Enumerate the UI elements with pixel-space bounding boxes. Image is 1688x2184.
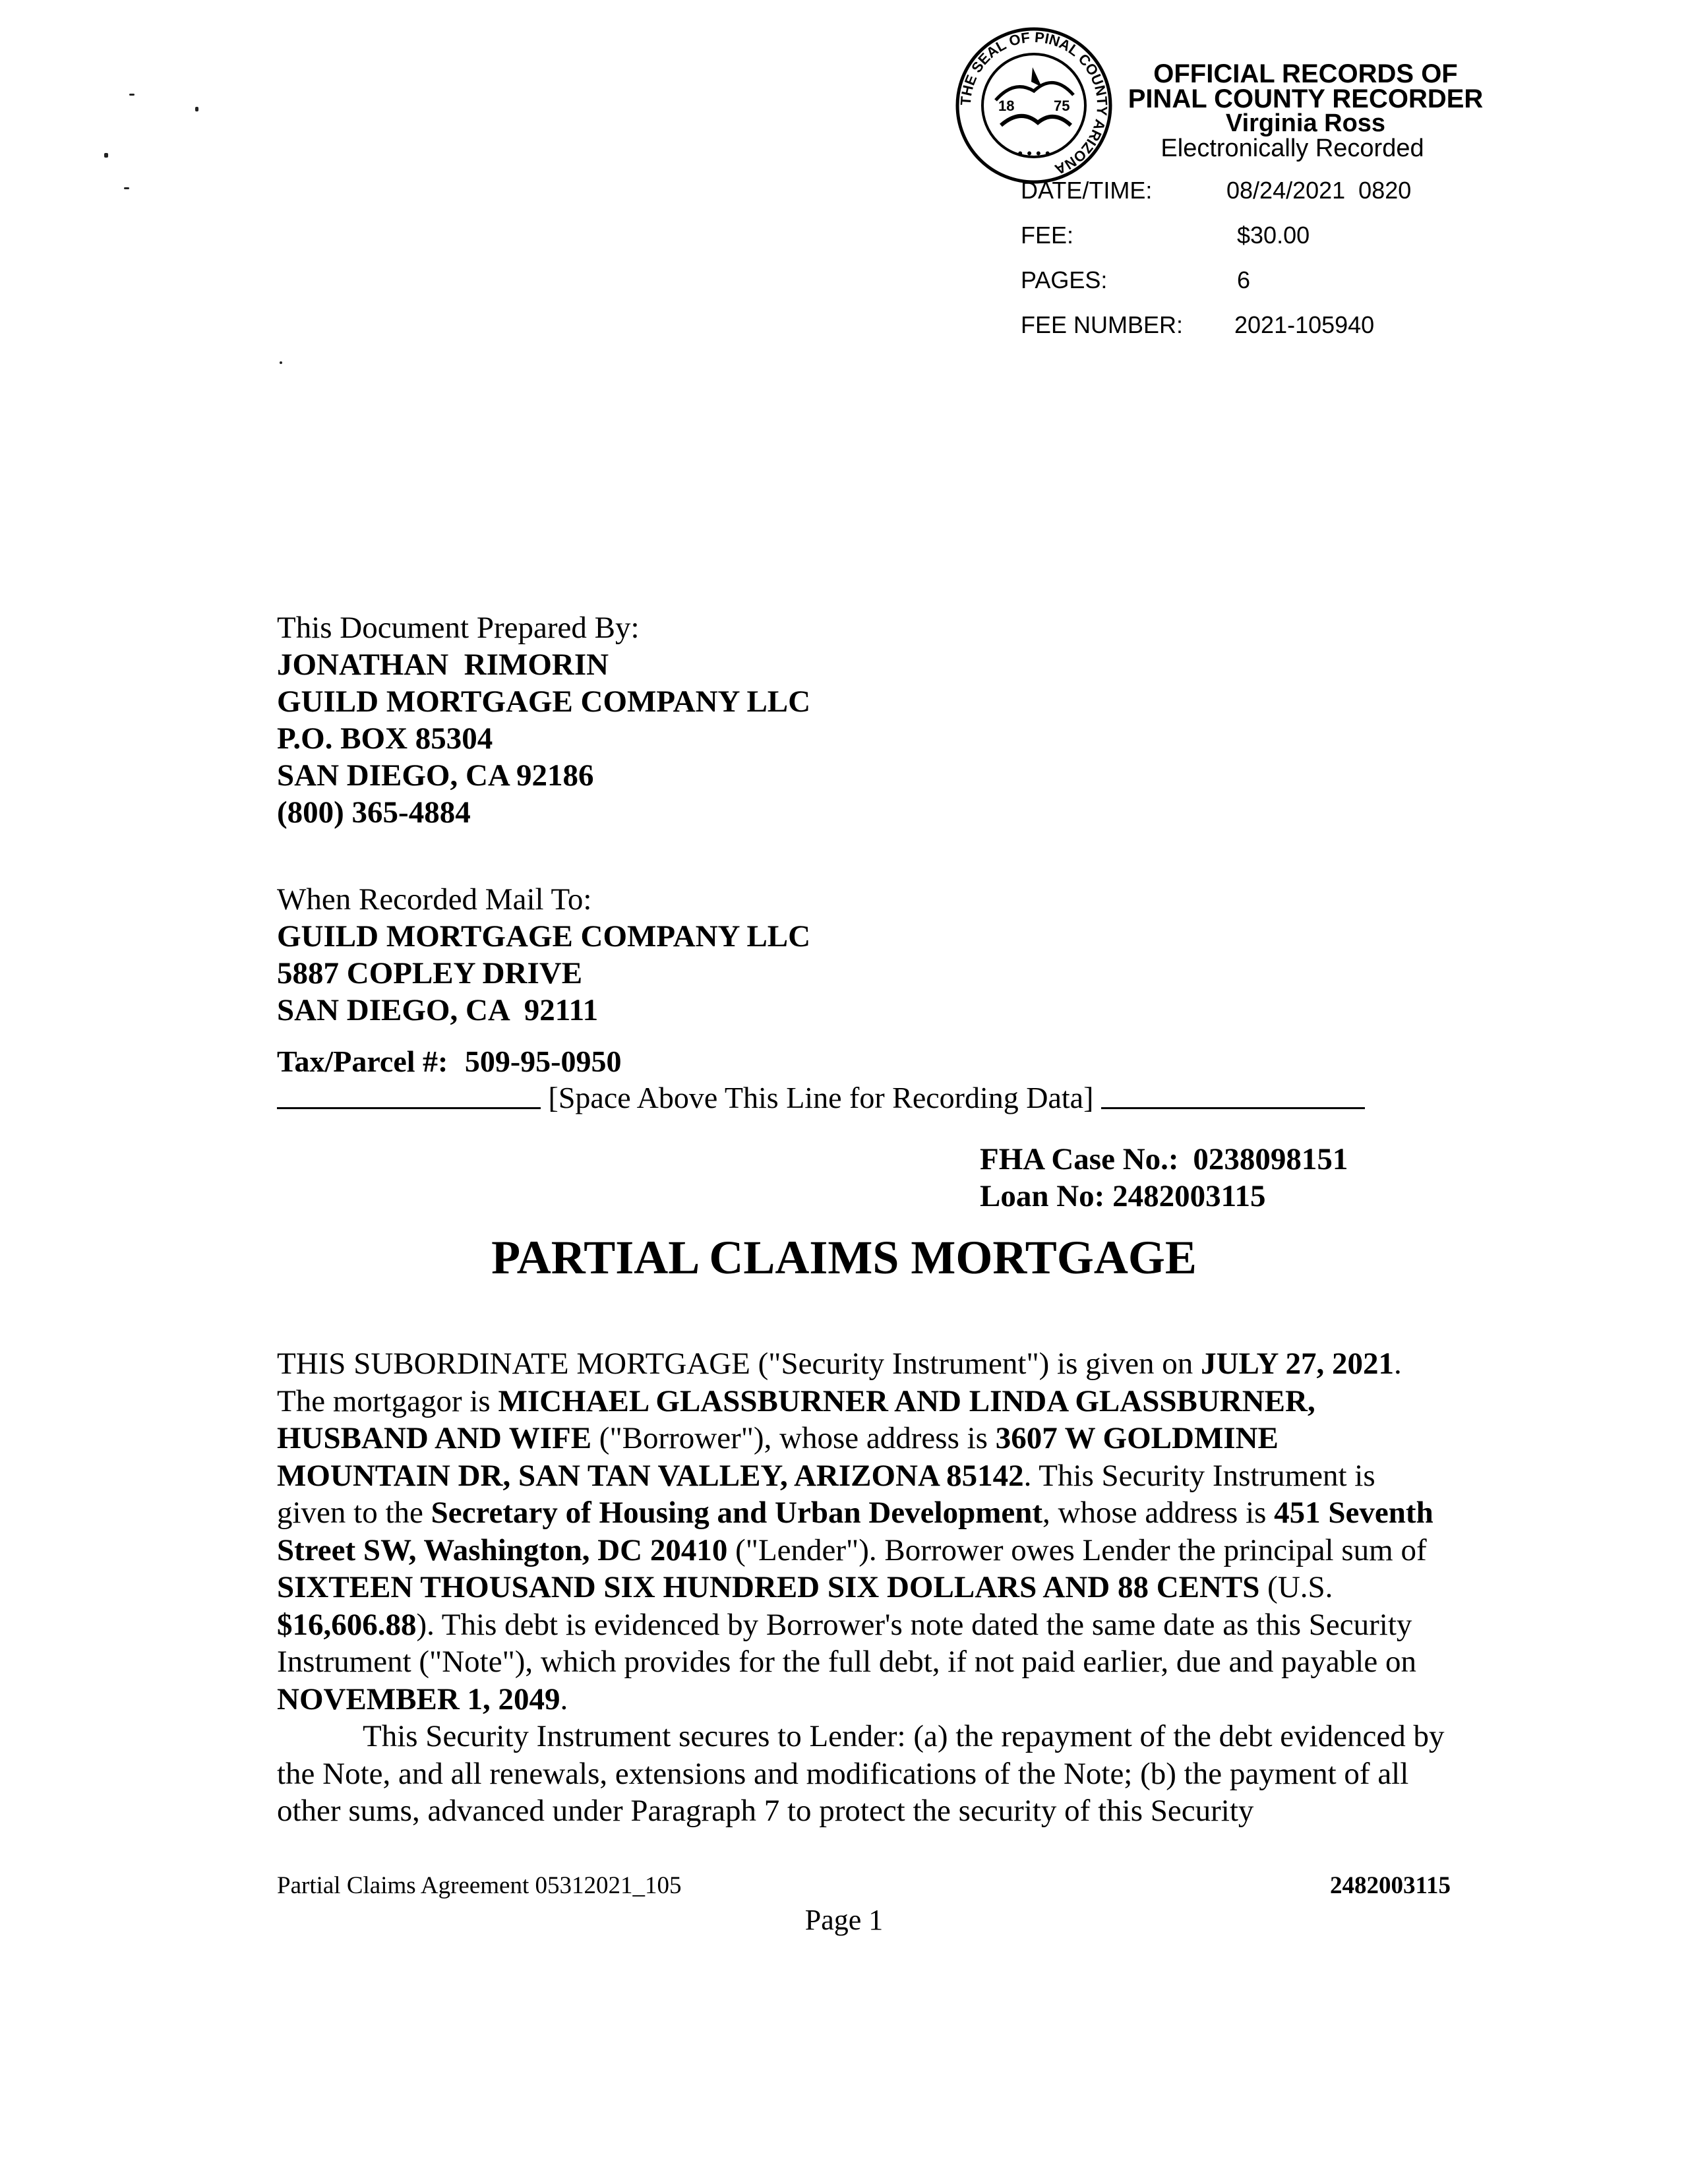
body-text-segment: . The mortgagor is xyxy=(277,1347,1402,1418)
body-text-segment: ). This debt is evidenced by Borrower's note dated the same date as this Security Instrument ("Note"), which provides for the full debt, if not paid earlier, due and payable on xyxy=(277,1607,1416,1679)
recorder-field-value: 6 xyxy=(1237,266,1251,293)
body-text-segment: THIS SUBORDINATE MORTGAGE ("Security Instrument") is given on xyxy=(277,1347,1201,1381)
body-bold-segment: $16,606.88 xyxy=(277,1607,417,1642)
scan-speck xyxy=(129,94,135,96)
body-paragraph-1 xyxy=(277,1345,1451,1718)
fha-case-value: 0238098151 xyxy=(1193,1142,1348,1176)
recorder-name: Virginia Ross xyxy=(1225,109,1386,137)
recorder-electronic-note: Electronically Recorded xyxy=(1160,135,1424,162)
prepared-by-line: GUILD MORTGAGE COMPANY LLC xyxy=(277,684,811,719)
body-bold-segment: NOVEMBER 1, 2049 xyxy=(277,1682,560,1716)
seal-ring-text: THE SEAL OF PINAL COUNTY ARIZONA xyxy=(957,28,1111,178)
body-bold-segment: 451 Seventh Street SW, Washington, DC 20410 xyxy=(277,1496,1433,1567)
svg-text:• • • •: • • • • xyxy=(1017,145,1050,162)
fha-case-number xyxy=(980,1141,1348,1178)
recorder-field-datetime xyxy=(1021,177,1411,204)
mail-to-heading: When Recorded Mail To: xyxy=(277,882,592,917)
recorder-field-label: DATE/TIME: xyxy=(1021,177,1153,204)
scan-speck xyxy=(195,107,198,111)
mail-to-line: SAN DIEGO, CA 92111 xyxy=(277,993,599,1027)
tax-parcel xyxy=(277,1043,622,1080)
scan-speck xyxy=(124,187,129,189)
mail-to-line: GUILD MORTGAGE COMPANY LLC xyxy=(277,919,811,954)
footer-loan-number: 2482003115 xyxy=(1330,1872,1451,1899)
body-bold-segment: 3607 W GOLDMINE MOUNTAIN DR, SAN TAN VALLEY, ARIZONA 85142 xyxy=(277,1421,1279,1493)
document-body xyxy=(277,1345,1451,1830)
loan-number xyxy=(980,1178,1266,1215)
recorder-field-pages xyxy=(1021,266,1250,294)
recording-data-separator xyxy=(277,1080,1365,1115)
body-bold-segment: SIXTEEN THOUSAND SIX HUNDRED SIX DOLLARS AND 88 CENTS xyxy=(277,1570,1260,1604)
body-paragraph-2: This Security Instrument secures to Lender: (a) the repayment of the debt evidenced by the Note, and all renewals, extensions and modifications of the Note; (b) the payment of all other sums, advanced under Paragraph 7 to protect the security of this Security xyxy=(277,1719,1445,1828)
scan-speck xyxy=(104,153,108,158)
recorder-field-label: PAGES: xyxy=(1021,266,1108,293)
recorder-field-fee-number xyxy=(1021,311,1374,339)
recorder-field-value: 08/24/2021 0820 xyxy=(1226,177,1412,204)
scan-speck xyxy=(280,361,282,364)
body-text-segment: , whose address is xyxy=(1042,1496,1275,1530)
prepared-by-block xyxy=(277,609,810,831)
prepared-by-line: (800) 365-4884 xyxy=(277,795,471,830)
body-bold-segment: Secretary of Housing and Urban Development xyxy=(431,1496,1043,1530)
prepared-by-line: SAN DIEGO, CA 92186 xyxy=(277,758,594,793)
seal-number-left: 18 xyxy=(998,98,1015,114)
body-text-segment: ("Lender"). Borrower owes Lender the principal sum of xyxy=(727,1532,1427,1567)
recorder-title-line1: OFFICIAL RECORDS OF xyxy=(1153,59,1458,88)
prepared-by-line: JONATHAN RIMORIN xyxy=(277,648,609,682)
mail-to-block xyxy=(277,881,810,1029)
recorder-field-value: $30.00 xyxy=(1237,222,1310,249)
recording-data-note: [Space Above This Line for Recording Data] xyxy=(548,1081,1094,1114)
body-bold-segment: JULY 27, 2021 xyxy=(1201,1347,1394,1381)
recorder-field-label: FEE NUMBER: xyxy=(1021,311,1184,338)
loan-value: 2482003115 xyxy=(1112,1179,1266,1213)
mail-to-line: 5887 COPLEY DRIVE xyxy=(277,956,583,990)
prepared-by-line: P.O. BOX 85304 xyxy=(277,721,493,756)
recorder-title-line2: PINAL COUNTY RECORDER xyxy=(1128,84,1484,113)
tax-parcel-value: 509-95-0950 xyxy=(464,1045,622,1078)
seal-number-right: 75 xyxy=(1054,98,1070,114)
page-number: Page 1 xyxy=(804,1904,884,1936)
footer-agreement-id: Partial Claims Agreement 05312021_105 xyxy=(277,1872,682,1899)
recorder-field-fee xyxy=(1021,222,1310,249)
body-text-segment: . xyxy=(560,1682,568,1716)
recorder-field-label: FEE: xyxy=(1021,222,1074,249)
body-bold-segment: MICHAEL GLASSBURNER AND LINDA GLASSBURNER, HUSBAND AND WIFE xyxy=(277,1383,1315,1455)
body-text-segment: (U.S. xyxy=(1259,1570,1333,1604)
document-title: PARTIAL CLAIMS MORTGAGE xyxy=(491,1231,1197,1284)
recorder-field-value: 2021-105940 xyxy=(1234,311,1375,338)
loan-label: Loan No: xyxy=(980,1179,1105,1213)
fha-case-label: FHA Case No.: xyxy=(980,1142,1179,1176)
body-text-segment: ("Borrower"), whose address is xyxy=(591,1421,996,1455)
prepared-by-heading: This Document Prepared By: xyxy=(277,611,640,645)
tax-parcel-label: Tax/Parcel #: xyxy=(277,1045,448,1078)
body-text-segment: . This Security Instrument is given to the xyxy=(277,1458,1375,1530)
